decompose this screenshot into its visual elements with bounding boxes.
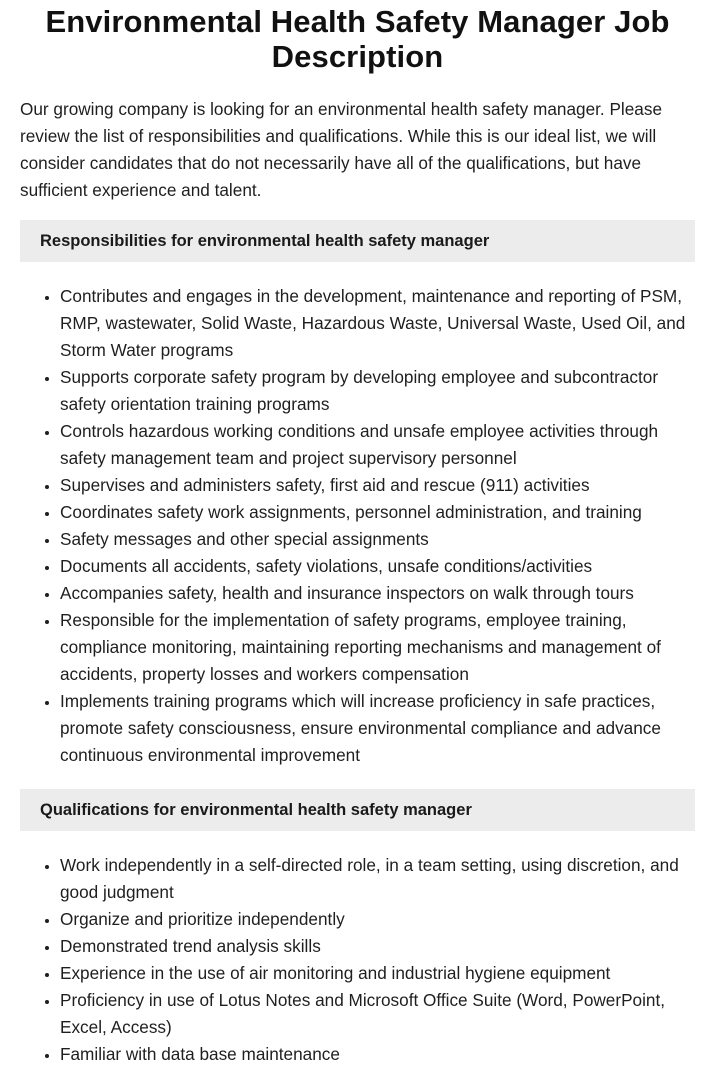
intro-paragraph: Our growing company is looking for an environmental health safety manager. Please review the list of responsibilities and qualifications. While this is our ideal list, we will consider candidates that do not necessarily have all of the qualifications, but have sufficient experience and talent. [20, 99, 663, 200]
list-item: • Safety messages and other special assignments [60, 526, 695, 553]
qualifications-list [20, 852, 695, 1068]
list-item: • Implements training programs which will increase proficiency in safe practices, promote safety consciousness, ensure environmental compliance and advance continuous environmental improvement [60, 688, 695, 769]
list-item: • Responsible for the implementation of safety programs, employee training, compliance monitoring, maintaining reporting mechanisms and management of accidents, property losses and workers compensation [60, 607, 695, 688]
responsibilities-list [20, 283, 695, 769]
list-item: • Contributes and engages in the development, maintenance and reporting of PSM, RMP, wastewater, Solid Waste, Hazardous Waste, Universal Waste, Used Oil, and Storm Water programs [60, 283, 695, 364]
list-item: • Supervises and administers safety, first aid and rescue (911) activities [60, 472, 695, 499]
list-item: • Organize and prioritize independently [60, 906, 695, 933]
list-item: • Supports corporate safety program by developing employee and subcontractor safety orientation training programs [60, 364, 695, 418]
list-item: • Experience in the use of air monitoring and industrial hygiene equipment [60, 960, 695, 987]
list-item: • Coordinates safety work assignments, personnel administration, and training [60, 499, 695, 526]
list-item: • Demonstrated trend analysis skills [60, 933, 695, 960]
responsibilities-heading: Responsibilities for environmental health safety manager [20, 220, 695, 262]
list-item: • Work independently in a self-directed role, in a team setting, using discretion, and good judgment [60, 852, 695, 906]
qualifications-heading: Qualifications for environmental health safety manager [20, 789, 695, 831]
list-item: • Proficiency in use of Lotus Notes and Microsoft Office Suite (Word, PowerPoint, Excel, Access) [60, 987, 695, 1041]
list-item: • Accompanies safety, health and insurance inspectors on walk through tours [60, 580, 695, 607]
page-title: Environmental Health Safety Manager Job Description [45, 4, 670, 74]
list-item: • Controls hazardous working conditions and unsafe employee activities through safety management team and project supervisory personnel [60, 418, 695, 472]
list-item: • Documents all accidents, safety violations, unsafe conditions/activities [60, 553, 695, 580]
list-item: • Familiar with data base maintenance [60, 1041, 695, 1068]
